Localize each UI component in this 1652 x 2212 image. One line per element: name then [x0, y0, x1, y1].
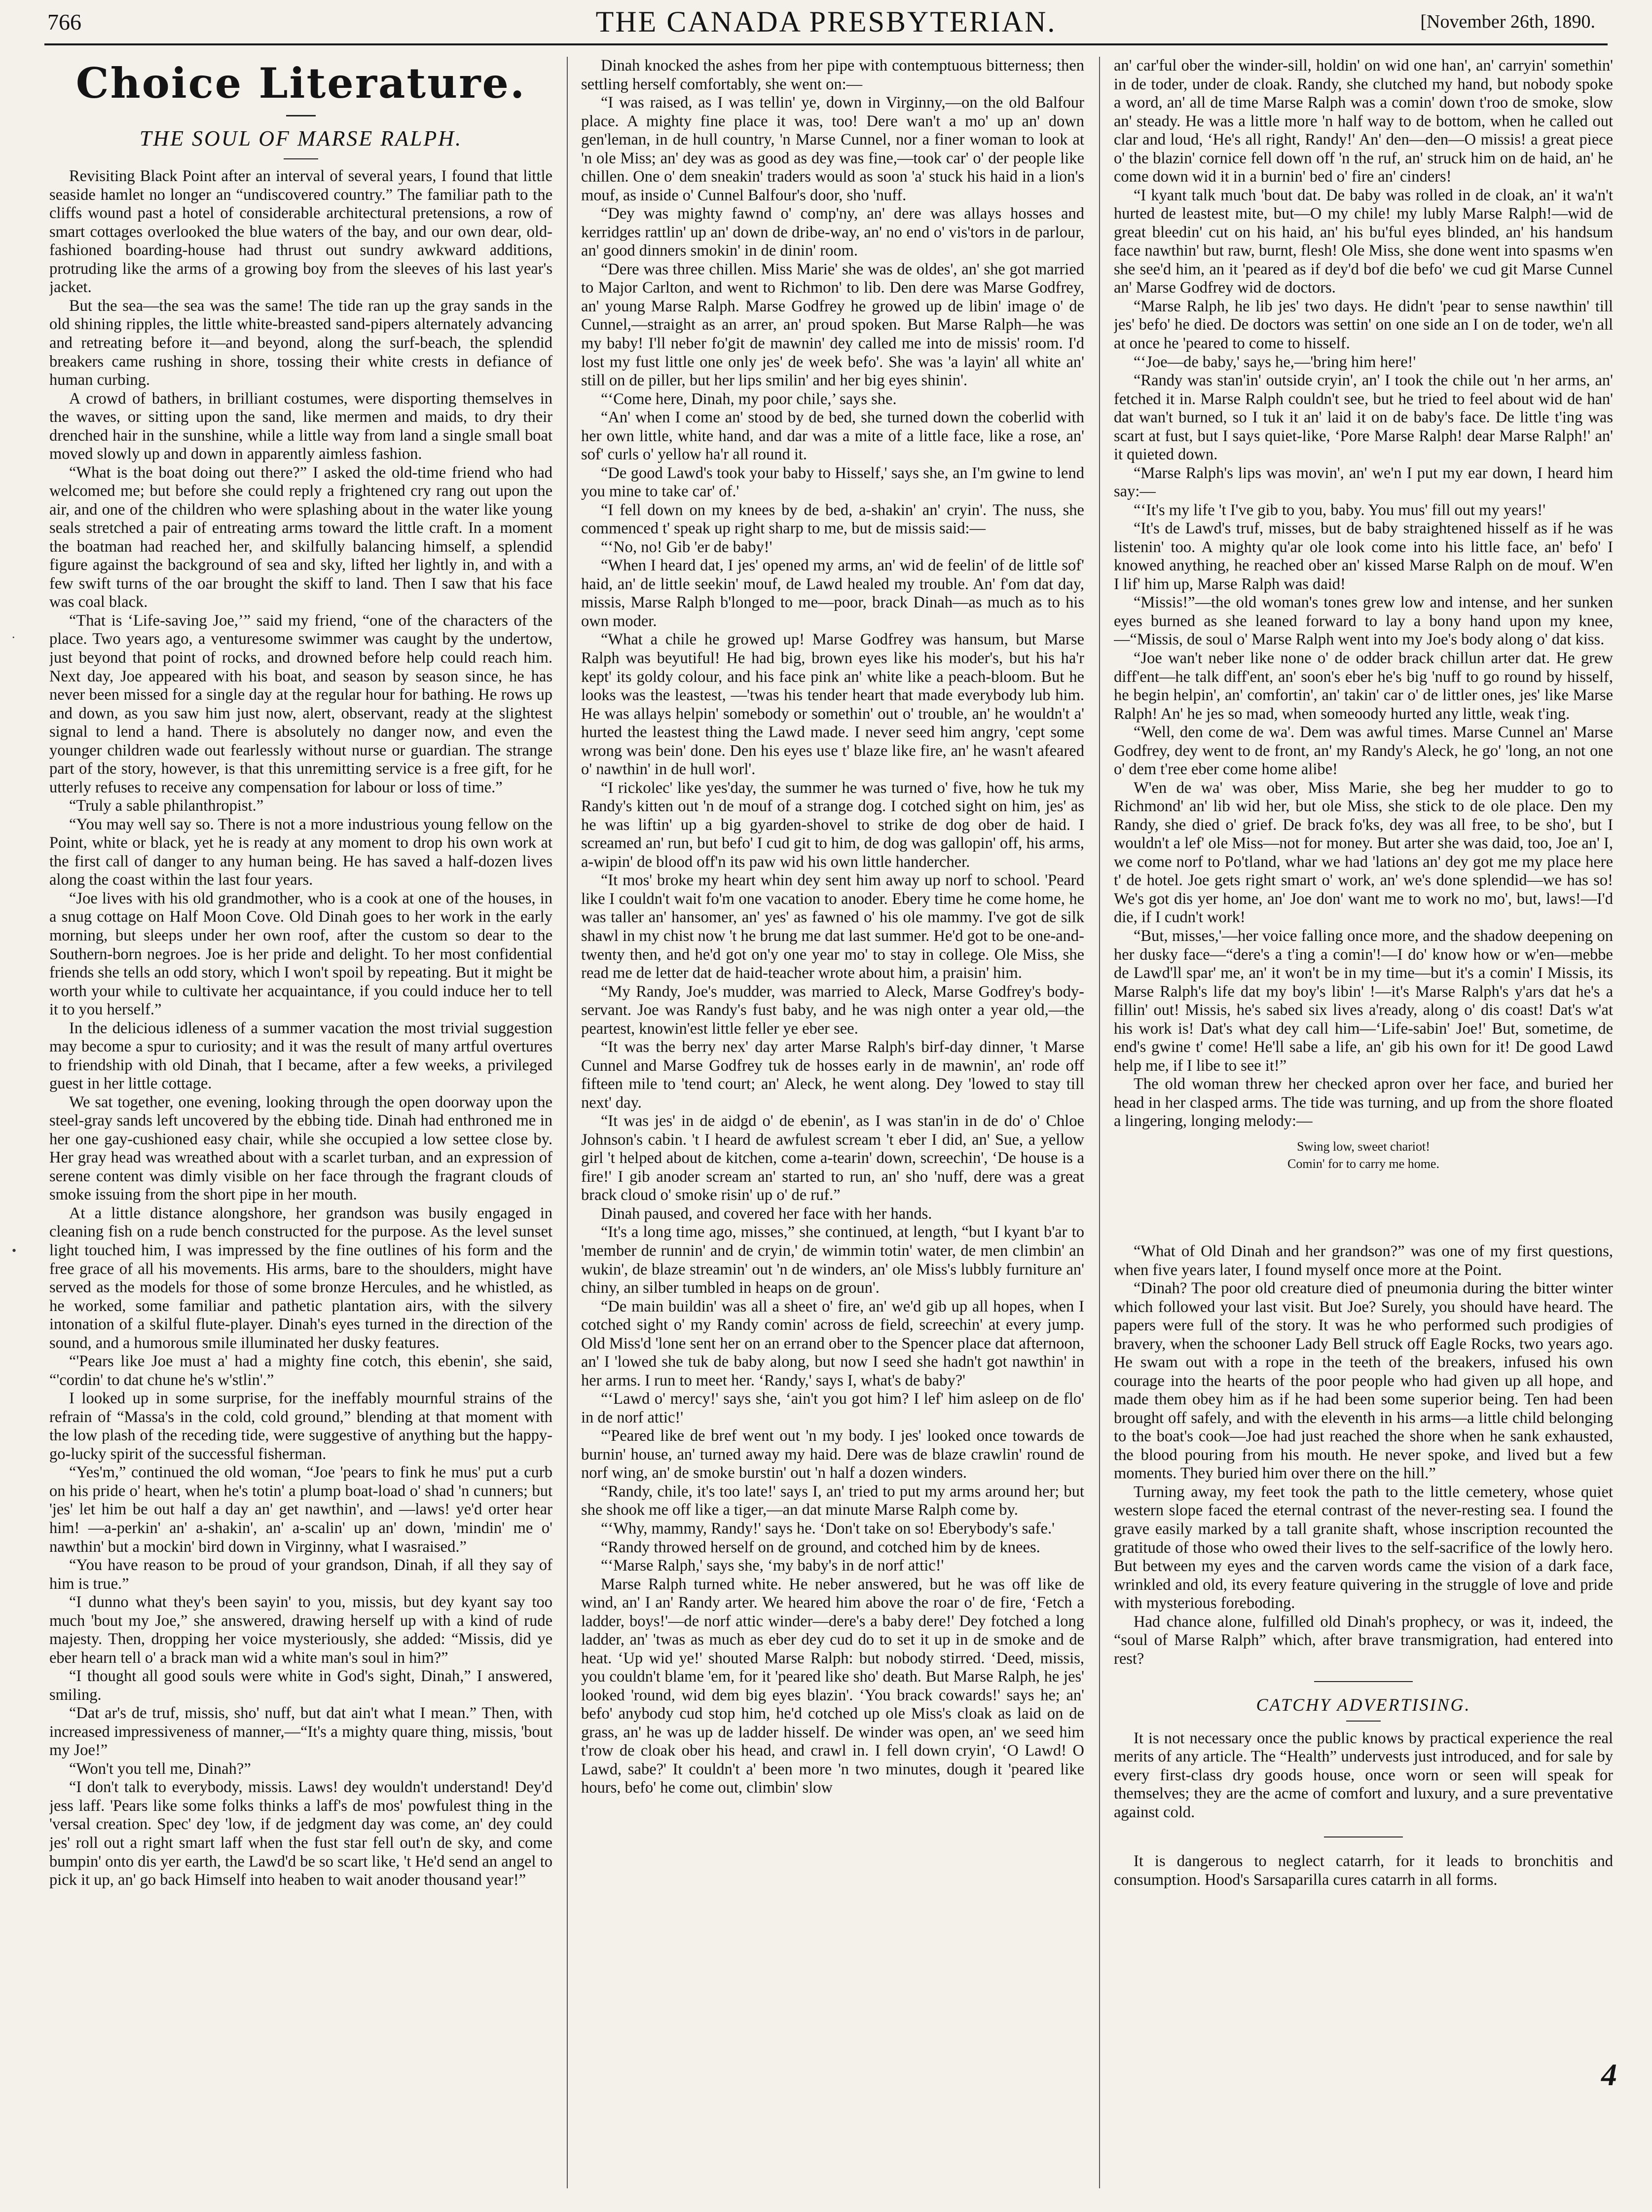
margin-mark: .	[12, 627, 15, 641]
paragraph: “I thought all good souls were white in God's sight, Dinah,” I answered, smiling.	[49, 1667, 552, 1704]
ink-mark: 4	[1601, 2057, 1617, 2092]
paragraph: “Joe lives with his old grandmother, who is a cook at one of the houses, in a snug cottage on Half Moon Cove. Old Dinah goes to her work in the early morning, but sleeps under her own roof, after the custom so dear to the Southern-born negroes. Joe is her pride and delight. To her most confidential friends she tells an odd story, which I won't spoil by repeating. But it might be worth your while to cultivate her acquaintance, if you could induce her to tell it to you herself.”	[49, 889, 552, 1019]
divider	[284, 158, 318, 159]
paragraph: Revisiting Black Point after an interval of several years, I found that little seaside hamlet no longer an “undiscovered country.” The familiar path to the cliffs wound past a hotel of considerable architectural pretensions, a row of smart cottages overlooked the blue waters of the bay, and our own dear, old-fashioned boarding-house had thrust out sundry awkward additions, protruding like the arms of a growing boy from the sleeves of his last year's jacket.	[49, 167, 552, 297]
verse-line: Comin' for to carry me home.	[1287, 1156, 1439, 1171]
paragraph: “‘Why, mammy, Randy!' says he. ‘Don't take on so! Eberybody's safe.'	[601, 1519, 1055, 1537]
paragraph: “Randy throwed herself on de ground, and cotched him by de knees.	[601, 1538, 1040, 1556]
paragraph: “Dinah? The poor old creature died of pneumonia during the bitter winter which followed your last visit. But Joe? Surely, you should have heard. The papers were full of the story. It was he who performed such prodigies of bravery, when the schooner Lady Bell struck off Eagle Rocks, two years ago. He swam out with a rope in the teeth of the breakers, infused his own courage into the hearts of the poor people who had given up all hope, and made them obey him as if he had been some superior being. Ten had been brought off safely, and with the eleventh in his arms—a little child belonging to the boat's cook—Joe had just reached the shore when he sank exhausted, the blood pouring from his mouth. He never spoke, and lived but a few moments. They buried him over there on the hill.”	[1114, 1279, 1613, 1483]
paragraph: The old woman threw her checked apron over her face, and buried her head in her clasped arms. The tide was turning, and up from the shore floated a lingering, longing melody:—	[1114, 1075, 1613, 1130]
paragraph: “Marse Ralph's lips was movin', an' we'n I put my ear down, I heard him say:—	[1114, 464, 1613, 501]
paragraph: “What of Old Dinah and her grandson?” was one of my first questions, when five years later, I found myself once more at the Point.	[1114, 1242, 1613, 1279]
paragraph: “‘Marse Ralph,' says she, ‘my baby's in de norf attic!'	[601, 1557, 944, 1575]
advert-title: CATCHY ADVERTISING.	[1256, 1695, 1471, 1715]
paragraph: “I don't talk to everybody, missis. Laws! dey wouldn't understand! Dey'd jess laff. 'Pears like some folks thinks a laff's de mos' powfulest thing in the 'versal creation. Spec' dey 'low, if de jedgment day was come, an' dey could jes' roll out a right smart laff when the fust star fell out'n de sky, and come bumpin' onto dis yer earth, the Lawd'd be so scart like, 't He'd send an angel to pick it up, an' go back Himself into heaben to wait anoder thousand year!”	[49, 1778, 552, 1889]
paragraph: “But, misses,'—her voice falling once more, and the shadow deepening on her dusky face—“dere's a t'ing a comin'!—I do' know how or w'en—mebbe de Lawd'll spar' me, an' it won't be in my time—but it's a comin' I Missis, its Marse Ralph's life dat my boy's libin' !—it's Marse Ralph's y'ars dat he's a fillin' out! Missis, he's sabed six lives a'ready, along o' dis coast! Dat's w'at his work is! Dat's what dey call him—‘Life-sabin' Joe!' But, sometime, de end's gwine t' come! He'll sabe a life, an' gib his own for it! De good Lawd help me, if I libe to see it!”	[1114, 927, 1613, 1075]
paragraph: “Truly a sable philanthropist.”	[69, 797, 264, 815]
column-divider	[567, 57, 568, 2188]
paragraph: Dinah knocked the ashes from her pipe with contemptuous bitterness; then settling herself comfortably, she went on:—	[581, 57, 1084, 93]
paragraph: “‘It's my life 't I've gib to you, baby. You mus' fill out my years!'	[1134, 501, 1546, 519]
paragraph: “What a chile he growed up! Marse Godfrey was hansum, but Marse Ralph was beyutiful! He had big, brown eyes like his moder's, but his ha'r kept' its goldy colour, and his face pink an' white like a peach-bloom. But he looks was the leastest, —'twas his tender heart that made everybody lub him. He was allays helpin' somebody or somethin' out o' trouble, an' he wouldn't a' hurted the leastest thing the Lawd made. I never seed him angry, 'cept some wrong was bein' done. Den his eyes use t' blaze like fire, an' he wasn't afeared o' nawthin' in de hull worl'.	[581, 631, 1084, 779]
column-divider	[1099, 57, 1100, 2188]
paragraph: “Yes'm,” continued the old woman, “Joe 'pears to fink he mus' put a curb on his pride o' heart, when he's totin' a plump boat-load o' shad 'n cunners; but 'jes' let him be out half a day an' get nawthin', and —laws! ye'd orter hear him! —a-perkin' an' a-shakin', an' a-scalin' up an' down, 'mindin' me o' nawthin' but a mockin' bird down in Virginny, what I wasraised.”	[49, 1463, 552, 1556]
paragraph: “Randy was stan'in' outside cryin', an' I took the chile out 'n her arms, an' fetched it in. Marse Ralph couldn't see, but he tried to feel about wid de han' dat wan't burned, so I tuk it an' laid it on de baby's face. De little t'ing was scart at fust, but I says quiet-like, ‘Pore Marse Ralph! dear Marse Ralph!' an' it quieted down.	[1114, 372, 1613, 464]
header-rule	[44, 43, 1608, 45]
paragraph: “'Peared like de bref went out 'n my body. I jes' looked once towards de burnin' house, an' turned away my haid. Dere was de blaze crawlin' round de norf wing, an' de smoke burstin' out 'n half a dozen winders.	[581, 1427, 1084, 1482]
paragraph: “That is ‘Life-saving Joe,’” said my friend, “one of the characters of the place. Two years ago, a venturesome swimmer was caught by the undertow, just beyond that point of rocks, and drowned before help could reach him. Next day, Joe appeared with his boat, and season by season since, he has never been missed for a single day at the regular hour for bathing. He rows up and down, as you saw him just now, alert, observant, ready at the slightest signal to lend a hand. There is absolutely no danger now, and even the younger children wade out fearlessly without nurse or guardian. The strange part of the story, however, is that this unremitting service is a free gift, for he utterly refuses to receive any compensation for labour or loss of time.”	[49, 611, 552, 796]
column-2	[581, 57, 1084, 2193]
advert-text: It is not necessary once the public knows by practical experience the real merits of any article. The “Health” undervests just introduced, and for sale by every first-class dry goods house, once worn or seen will speak for themselves; they are the acme of comfort and luxury, and a sure preventative against cold.	[1114, 1729, 1613, 1821]
paragraph: “Joe wan't neber like none o' de odder brack chillun arter dat. He grew diff'ent—he talk diff'ent, an' soon's eber he's big 'nuff to go round by hisself, he begin helpin', an' comfortin', an' takin' car o' de littler ones, jes' like Marse Ralph! An' he jes so mad, when someoody hurted any little, weak t'ing.	[1114, 649, 1613, 723]
page-header	[0, 0, 1652, 49]
paragraph: “I kyant talk much 'bout dat. De baby was rolled in de cloak, an' it wa'n't hurted de leastest mite, but—O my chile! my lubly Marse Ralph!—wid de great bleedin' cut on his haid, an' his bu'ful eyes blinded, an' his handsum face nawthin' but raw, burnt, flesh! Ole Miss, she done went into spasms w'en she see'd him, an it 'peared as if dey'd bof die befo' we cud git Marse Cunnel an' Marse Godfrey wid de doctors.	[1114, 186, 1613, 297]
paragraph: W'en de wa' was ober, Miss Marie, she beg her mudder to go to Richmond' an' lib wid her, but ole Miss, she stick to de ole place. Den my Randy, she died o' grief. De brack fo'ks, dey was all free, to be sho', but I wouldn't a lef' ole Miss—not for money. But arter she was daid, too, Joe an' I, we come norf to Po'tland, whar we had 'lations an' dey got me my place here t' de hotel. Joe gets right smart o' work, an' we's done splendid—we has so! We's got dis yer home, an' Joe don' want me to work no mo', but, laws!—I'd die, if I cudn't work!	[1114, 779, 1613, 927]
paragraph: “You have reason to be proud of your grandson, Dinah, if all they say of him is true.”	[49, 1556, 552, 1593]
paragraph: “You may well say so. There is not a more industrious young fellow on the Point, white or black, yet he is ready at any moment to drop his own work at the first call of danger to any human being. He has saved a half-dozen lives along the coast within the last four years.	[49, 815, 552, 889]
paragraph: “It was jes' in de aidgd o' de ebenin', as I was stan'in in de do' o' Chloe Johnson's cabin. 't I heard de awfulest scream 't eber I did, an' Sue, a yellow girl 't helped about de kitchen, come a-tearin' down, screechin', ‘De house is a fire!' I gib anoder scream an' started to run, an' sho 'nuff, dere was a great brack cloud o' smoke risin' up o' de ruf.”	[581, 1112, 1084, 1204]
paragraph: “'Pears like Joe must a' had a mighty fine cotch, this ebenin', she said, “'cordin' to dat chune he's w'stlin'.”	[49, 1352, 552, 1389]
paragraph: “I dunno what they's been sayin' to you, missis, but dey kyant say too much 'bout my Joe,” she answered, drawing herself up with a kind of rude majesty. Then, dropping her voice mysteriously, she added: “Missis, did ye eber hearn tell o' a brack man wid a white man's soul in him?”	[49, 1593, 552, 1667]
paragraph: “It's a long time ago, misses,” she continued, at length, “but I kyant b'ar to 'member de runnin' and de cryin,' de wimmin totin' water, de men climbin' an wukin', de blaze streamin' out 'n de winders, an' ole Miss's lubbly furniture an' chiny, an silber tumbled in heaps on de groun'.	[581, 1223, 1084, 1297]
spacer	[1114, 1183, 1613, 1242]
divider	[286, 115, 316, 116]
page-number: 766	[47, 9, 81, 35]
paragraph: “Dey was mighty fawnd o' comp'ny, an' dere was allays hosses and kerridges rattlin' up an' down de dribe-way, an' no end o' vis'tors in de parlour, an' good dinners smokin' in de dinin' room.	[581, 205, 1084, 260]
paragraph: A crowd of bathers, in brilliant costumes, were disporting themselves in the waves, or sitting upon the sand, like mermen and maids, to dry their drenched hair in the sunshine, while a little way from land a single small boat moved slowly up and down in apparently aimless fashion.	[49, 389, 552, 463]
paragraph: Turning away, my feet took the path to the little cemetery, whose quiet western slope faced the eternal contrast of the never-resting sea. I found the grave easily marked by a tall granite shaft, whose inscription recounted the gratitude of those who owed their lives to the self-sacrifice of the lowly hero. But between my eyes and the carven words came the vision of a dark face, wrinkled and old, its every feature quivering in the struggle of love and pride with mysterious foreboding.	[1114, 1483, 1613, 1612]
paragraph: Had chance alone, fulfilled old Dinah's prophecy, or was it, indeed, the “soul of Marse Ralph” which, after brave transmigration, had entered into rest?	[1114, 1612, 1613, 1668]
paragraph: “Marse Ralph, he lib jes' two days. He didn't 'pear to sense nawthin' till jes' befo' he died. De doctors was settin' on one side an I on de toder, we'n all at once he 'peared to come to hisself.	[1114, 297, 1613, 352]
paragraph: “Dere was three chillen. Miss Marie' she was de oldes', an' she got married to Major Carlton, and went to Richmon' to lib. Den dere was Marse Godfrey, an' young Marse Ralph. Marse Godfrey he growed up de libin' image o' de Cunnel,—straight as an arrer, an' proud spoken. But Marse Ralph—he was my baby! I'll neber fo'git de mawnin' dey called me into de missis' room. I'd lost my fust little one only jes' de week befo'. She was 'a layin' all white an' still on de piller, but her lips smilin' and her big eyes shinin'.	[581, 260, 1084, 390]
notice-text: It is dangerous to neglect catarrh, for it leads to bronchitis and consumption. Hood's Sarsaparilla cures catarrh in all forms.	[1114, 1852, 1613, 1889]
paragraph: “‘Joe—de baby,' says he,—'bring him here!'	[1134, 353, 1416, 371]
paragraph: At a little distance alongshore, her grandson was busily engaged in cleaning fish on a rude bench constructed for the purpose. As the level sunset light touched him, I was impressed by the fine outlines of his form and the free grace of all his movements. His arms, bare to the shoulders, might have served as the models for those of some bronze Hercules, and he whistled, as he worked, some familiar and pathetic plantation airs, with the silvery intonation of a skilful flute-player. Dinah's eyes turned in the direction of the sound, and a humorous smile illuminated her dusky features.	[49, 1204, 552, 1352]
paragraph: “‘No, no! Gib 'er de baby!'	[601, 538, 772, 556]
paragraph: “I was raised, as I was tellin' ye, down in Virginny,—on the old Balfour place. A mighty fine place it was, too! Dere wan't a mo' up an' down gen'leman, in de hull country, 'n Marse Cunnel, nor a finer woman to look at 'n ole Miss; an' dey was as good as dey was fine,—took car' o' der people like chillen. One o' dem sneakin' traders would as soon 'a' stuck his haid in a lion's mouf, as inside o' Cunnel Balfour's door, sho 'nuff.	[581, 94, 1084, 204]
paragraph: “Randy, chile, it's too late!' says I, an' tried to put my arms around her; but she shook me off like a tiger,—an dat minute Marse Ralph come by.	[581, 1482, 1084, 1519]
paragraph: I looked up in some surprise, for the ineffably mournful strains of the refrain of “Massa's in the cold, cold ground,” blending at that moment with the low plash of the receding tide, were suggestive of anything but the happy-go-lucky spirit of the successful fisherman.	[49, 1389, 552, 1463]
paragraph: “De good Lawd's took your baby to Hisself,' says she, an I'm gwine to lend you mine to take car' of.'	[581, 464, 1084, 501]
paragraph: an' car'ful ober the winder-sill, holdin' on wid one han', an' carryin' somethin' in de toder, under de cloak. Randy, she clutched my hand, but nobody spoke a word, an' all de time Marse Ralph was a comin' down t'roo de smoke, slow an' steady. He was a little more 'n half way to de bottom, when he called out clar and loud, ‘He's all right, Randy!' An' den—den—O missis! a great piece o' the blazin' cornice fell down off 'n the ruf, an' struck him on de haid, an' he come down wid it in a burnin' bed o' fire an' cinders!	[1114, 57, 1613, 186]
story-title: THE SOUL OF MARSE RALPH.	[139, 126, 463, 151]
paragraph: “It mos' broke my heart whin dey sent him away up norf to school. 'Peard like I couldn't wait fo'm one vacation to anoder. Ebery time he come home, he was taller an' hansomer, an' yes' as fawned o' his ole mammy. I've got de silk shawl in my chist now 't he brung me dat last summer. He'd got to be one-and-twenty then, and he'd got on'y one year mo' to stay in college. Ole Miss, she read me de letter dat de haid-teacher wrote about him, a praisin' him.	[581, 871, 1084, 982]
paragraph: But the sea—the sea was the same! The tide ran up the gray sands in the old shining ripples, the little white-breasted sand-pipers alternately advancing and retreating before it—and beyond, along the surf-beach, the splendid breakers came rushing in shore, tossing their white crests in defiance of human curbing.	[49, 297, 552, 389]
paragraph: “I fell down on my knees by de bed, a-shakin' an' cryin'. The nuss, she commenced t' speak up right sharp to me, but de missis said:—	[581, 501, 1084, 538]
margin-mark: •	[12, 1243, 17, 1258]
paragraph: “‘Come here, Dinah, my poor chile,’ says she.	[601, 390, 897, 408]
section-title: Choice Literature.	[75, 59, 526, 108]
paragraph: “What is the boat doing out there?” I asked the old-time friend who had welcomed me; but before she could reply a frightened cry rang out upon the air, and one of the children who were splashing about in the water like young seals stretched a pair of entreating arms toward the little craft. In a moment the boatman had reached her, and skilfully balancing himself, a splendid figure against the background of sea and sky, lifted her lightly in, and with a few swift turns of the oar brought the skiff to land. Then I saw that his face was coal black.	[49, 463, 552, 611]
paragraph: “Well, den come de wa'. Dem was awful times. Marse Cunnel an' Marse Godfrey, dey went to de front, an' my Randy's Aleck, he go' 'long, an not one o' dem t'ree eber come home alibe!	[1114, 723, 1613, 779]
paragraph: “It's de Lawd's truf, misses, but de baby straightened hisself as if he was listenin' too. A mighty qu'ar ole look come into his little face, an' befo' I knowed anything, he reached ober an' kissed Marse Ralph on de mouf. W'en I lif' him up, Marse Ralph was daid!	[1114, 520, 1613, 593]
paragraph: In the delicious idleness of a summer vacation the most trivial suggestion may become a spur to curiosity; and it was the result of many artful overtures to friendship with old Dinah, that I became, after a few weeks, a privileged guest in her little cottage.	[49, 1019, 552, 1093]
issue-date: [November 26th, 1890.	[1420, 11, 1595, 32]
column-3	[1114, 57, 1613, 2193]
song-verse	[1114, 1138, 1613, 1172]
paragraph: “When I heard dat, I jes' opened my arms, an' wid de feelin' of de little sof' haid, an' de little seekin' mouf, de Lawd healed my trouble. An' f'om dat day, missis, Marse Ralph b'longed to me—poor, brack Dinah—as much as to his own moder.	[581, 557, 1084, 630]
masthead: THE CANADA PRESBYTERIAN.	[595, 5, 1057, 38]
paragraph: “De main buildin' was all a sheet o' fire, an' we'd gib up all hopes, when I cotched sight o' my Randy comin' across de field, screechin' at every jump. Old Miss'd 'lone sent her on an errand ober to the Spencer place dat afternoon, an' I 'lowed she tuk de baby along, but now I seed she hadn't got nawthin' in her arms. I run to meet her. ‘Randy,' says I, what's de baby?'	[581, 1297, 1084, 1389]
paragraph: “I rickolec' like yes'day, the summer he was turned o' five, how he tuk my Randy's kitten out 'n de mouf of a strange dog. I cotched sight on him, jes' as he was liftin' up a big gyarden-shovel to strike de dog ober de haid. I screamed an' run, but befo' I cud git to him, de dog was gallopin' off, his arms, a-wipin' de blood off'n its paw wid his own little handercher.	[581, 779, 1084, 871]
paragraph: “My Randy, Joe's mudder, was married to Aleck, Marse Godfrey's body-servant. Joe was Randy's fust baby, and he was nigh onter a year old,—the peartest, knowin'est little feller ye eber see.	[581, 982, 1084, 1038]
paragraph: Marse Ralph turned white. He neber answered, but he was off like de wind, an' I an' Randy arter. We heared him above the roar o' de fire, ‘Fetch a ladder, boys!'—de norf attic winder—dere's a baby dere!' Dey fotched a long ladder, an' 'twas as much as eber dey cud do to set it up in de smoke and de heat. ‘Up wid ye!' shouted Marse Ralph: but nobody stirred. ‘Deed, missis, you couldn't blame 'em, for it 'peared like sho' death. But Marse Ralph, he jes' looked 'round, wid dem big eyes blazin'. ‘You brack cowards!' says he; an' befo' anybody cud stop him, he'd cotched up ole Miss's cloak as laid on de grass, an' he was up de ladder hisself. De winder was open, an' we seed him t'row de cloak ober his head, and crawl in. I fell down cryin', ‘O Lawd! O Lawd, sabe?' It couldn't a' been more 'n two minutes, dough it 'peared like hours, befo' he come out, climbin' slow	[581, 1575, 1084, 1797]
column-1	[49, 57, 552, 2193]
divider	[1314, 1681, 1413, 1682]
paragraph: “An' when I come an' stood by de bed, she turned down the coberlid with her own little, white hand, and dar was a mite of a little face, like a rose, an' sof' curls o' yellow ha'r all round it.	[581, 409, 1084, 464]
paragraph: “Missis!”—the old woman's tones grew low and intense, and her sunken eyes burned as she leaned forward to lay a bony hand upon my knee,—“Missis, de soul o' Marse Ralph went into my Joe's body along o' dat kiss.	[1114, 594, 1613, 649]
paragraph: “It was the berry nex' day arter Marse Ralph's birf-day dinner, 't Marse Cunnel and Marse Godfrey tuk de hosses early in de mawnin', an' rode off fifteen mile to 'tend court; an' Aleck, he went along. Dey 'lowed to stay till next' day.	[581, 1038, 1084, 1112]
paragraph: We sat together, one evening, looking through the open doorway upon the steel-gray sands left uncovered by the ebbing tide. Dinah had enthroned me in her one gay-cushioned easy chair, while she occupied a low settee close by. Her gray head was wreathed about with a scarlet turban, and an expression of serene content was dimly visible on her face through the fragrant clouds of smoke issuing from the short pipe in her mouth.	[49, 1093, 552, 1204]
verse-line: Swing low, sweet chariot!	[1297, 1139, 1430, 1154]
paragraph: Dinah paused, and covered her face with her hands.	[601, 1204, 932, 1223]
paragraph: “Dat ar's de truf, missis, sho' nuff, but dat ain't what I mean.” Then, with increased impressiveness of manner,—“It's a mighty quare thing, missis, 'bout my Joe!”	[49, 1704, 552, 1760]
divider	[1346, 1721, 1381, 1722]
paragraph: “Won't you tell me, Dinah?”	[69, 1760, 251, 1778]
paragraph: “‘Lawd o' mercy!' says she, ‘ain't you got him? I lef' him asleep on de flo' in de norf attic!'	[581, 1390, 1084, 1426]
